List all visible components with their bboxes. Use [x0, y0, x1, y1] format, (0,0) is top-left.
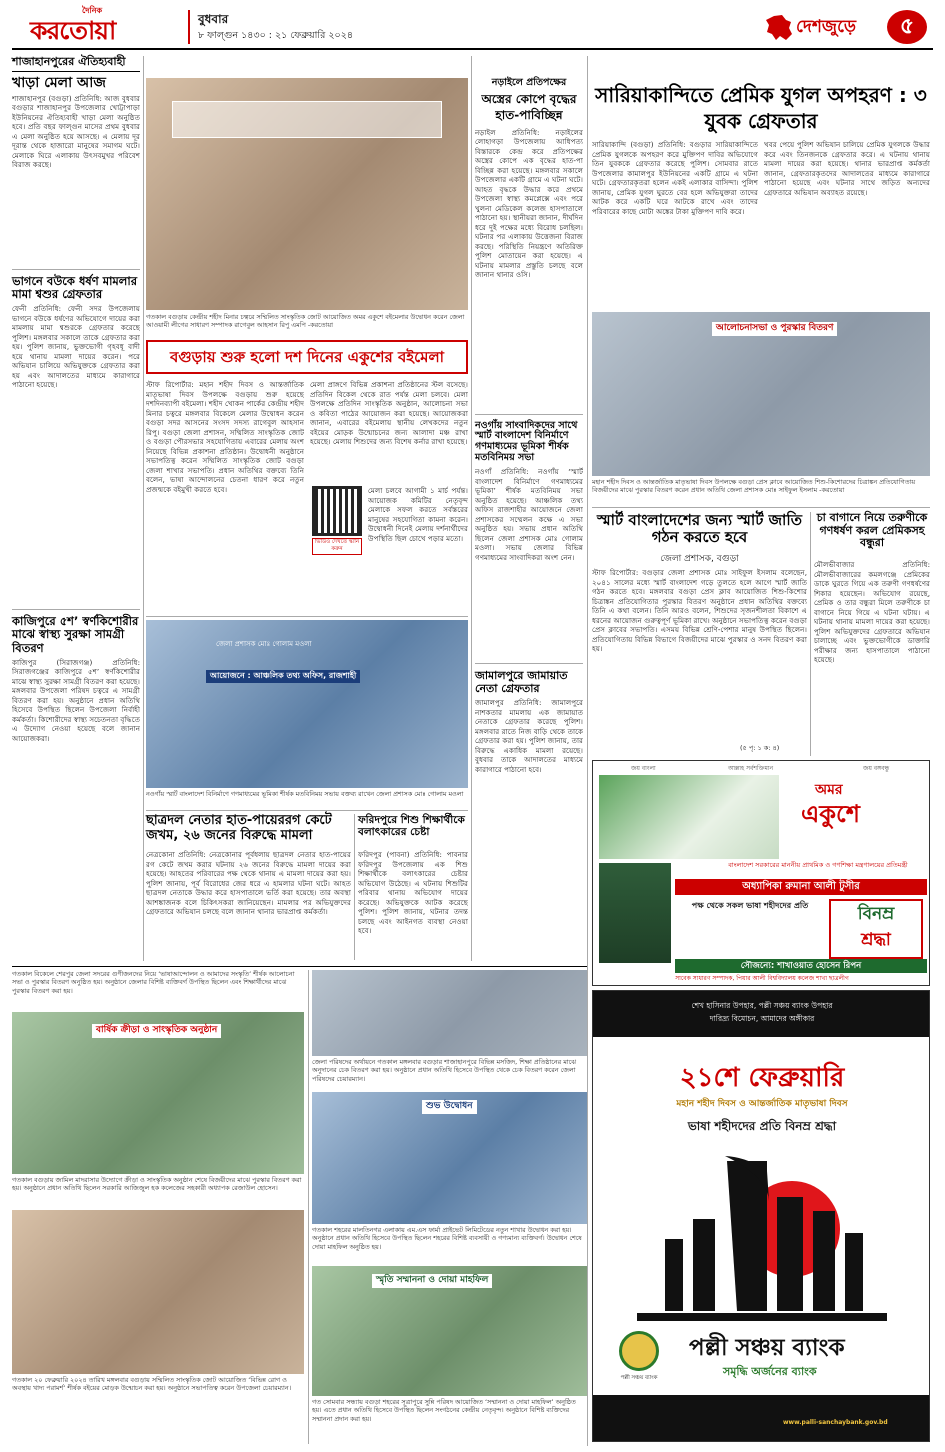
- column-left: [12, 56, 140, 961]
- lead-body-col1: স্টাফ রিপোর্টার: মহান শহীদ দিবস ও আন্তর্জাতিক মাতৃভাষা দিবস উপলক্ষে বগুড়ায় শুরু হয়েছে দশদিনব্যাপী বইমেলা। শহীদ খোকন পার্কের কেন্দ্রীয় শহীদ মিনার চত্বরে মঙ্গলবার বিকেলে মেলার উদ্বোধন করেন বগুড়া সদর আসনের সংসদ সদস্য রাগেবুল আহসান রিপু। বগুড়া জেলা প্রশাসন, সম্মিলিত সাংস্কৃতিক জোট ও বগুড়া পৌরসভার সহযোগিতায় এবারের মেলায় অংশ নিয়েছে বিভিন্ন প্রকাশনা প্রতিষ্ঠান। উদ্বোধনী অনুষ্ঠানে সভাপতিত্ব করেন সম্মিলিত সাংস্কৃতিক জোট বগুড়া জেলা শাখার সভাপতি। প্রধান অতিথির বক্তব্যে তিনি বলেন, ভাষা আন্দোলনের চেতনা ধারণ করে নতুন প্রজন্মকে বইমুখী করতে হবে।: [146, 380, 304, 494]
- ad-text: সৌজন্যে: শাখাওয়াত হোসেন রিপন: [740, 961, 862, 971]
- advert-palli-sanchay[interactable]: [592, 990, 930, 1442]
- column-divider: [810, 512, 811, 756]
- ad-text: জয় বাংলা: [631, 765, 656, 772]
- awards-caption: মহান শহীদ দিবস ও আন্তর্জাতিক মাতৃভাষা দিবস উপলক্ষে বগুড়া প্রেস ক্লাবে আয়োজিত শিশু-কিশোরদের চিত্রাঙ্কন প্রতিযোগিতায় বিজয়ীদের মাঝে পুরস্কার বিতরণ করেন প্রধান অতিথি জেলা প্রশাসক মোঃ সাইফুল ইসলাম -করতোয়া: [592, 478, 916, 495]
- ad-text: শেখ হাসিনার উপহার, পল্লী সঞ্চয় ব্যাংক উপহার: [691, 1001, 833, 1010]
- column-narail: [475, 78, 583, 961]
- bottom-photo-cheque[interactable]: [312, 970, 587, 1056]
- section-map-icon: [764, 14, 794, 42]
- ad-text: পক্ষ থেকে সকল ভাষা শহীদদের প্রতি: [691, 901, 809, 910]
- story-body: জামালপুর প্রতিনিধি: জামালপুরে নাশকতার মামলায় এক জামায়াত নেতাকে গ্রেফতার করেছে পুলিশ। মঙ্গলবার রাতে নিজ বাড়ি থেকে তাকে গ্রেফতার করা হয়। পুলিশ জানায়, তার বিরুদ্ধে একাধিক মামলা রয়েছে। বুধবার তাকে আদালতের মাধ্যমে কারাগারে পাঠানো হবে।: [475, 698, 583, 774]
- divider: [12, 269, 140, 270]
- story-body: শাজাহানপুর (বগুড়া) প্রতিনিধি: আজ বুধবার বগুড়ার শাজাহানপুর উপজেলার খোট্টাপাড়া ইউনিয়নের ঐতিহ্যবাহী খাড়া মেলা অনুষ্ঠিত হবে। প্রতি বছর ফাল্গুন মাসের প্রথম বুধবার এ মেলা অনুষ্ঠিত হয়ে আসছে। এ মেলায় দূর দূরান্ত থেকে হাজারো মানুষের সমাগম ঘটে। মেলাকে ঘিরে এলাকায় উৎসবমুখর পরিবেশ বিরাজ করছে।: [12, 93, 140, 170]
- logo-small: দৈনিক: [82, 6, 103, 15]
- divider: [12, 966, 587, 967]
- right-headline[interactable]: সারিয়াকান্দিতে প্রেমিক যুগল অপহরণ : ৩ যুবক গ্রেফতার: [595, 83, 927, 133]
- bottom-caption: জেলা পরিষদের অর্থায়নে গতকাল মঙ্গলবার বগুড়ার শাজাহানপুরে বিভিন্ন মসজিদ, শিক্ষা প্রতিষ্ঠানের মাঝে অনুদানের চেক বিতরণ করা হয়। অনুষ্ঠানে প্রধান অতিথি হিসেবে উপস্থিত থেকে চেক বিতরণ করেন জেলা পরিষদের চেয়ারম্যান।: [312, 1058, 577, 1083]
- bottom-photo-opening[interactable]: [312, 1092, 587, 1224]
- divider: [146, 810, 468, 811]
- ad-text: আল্লাহ সর্বশক্তিমান: [728, 765, 774, 772]
- story-headline[interactable]: স্মার্ট বাংলাদেশের জন্য স্মার্ট জাতি গঠন করতে হবে: [597, 511, 802, 547]
- lead-body-col3: মেলা চলবে আগামী ১ মার্চ পর্যন্ত। আয়োজক কমিটির নেতৃবৃন্দ মেলাকে সফল করতে সর্বস্তরের মানুষের সহযোগিতা কামনা করেন। উদ্বোধনী দিনেই মেলায় দর্শনার্থীদের উপস্থিতি ছিল চোখে পড়ার মতো।: [368, 486, 468, 543]
- ad-text: দারিদ্র্য বিমোচন, আমাদের অঙ্গীকার: [709, 1013, 815, 1023]
- story-body: ফরিদপুর (পাবনা) প্রতিনিধি: পাবনার ফরিদপুর উপজেলায় এক শিশু শিক্ষার্থীকে বলাৎকারের চেষ্টার অভিযোগ উঠেছে। এ ঘটনায় শিশুটির পরিবার থানায় অভিযোগ দায়ের করেছে। অভিযুক্তকে আটক করেছে পুলিশ। পুলিশ জানায়, ঘটনার তদন্ত চলছে এবং আইনগত ব্যবস্থা নেওয়া হবে।: [358, 850, 468, 935]
- story-body: নেত্রকোনা প্রতিনিধি: নেত্রকোনার পূর্বধলায় ছাত্রদল নেতার হাত-পায়ের রগ কেটে জখম করার ঘটনায় ২৬ জনের বিরুদ্ধে মামলা দায়ের করা হয়েছে। আহতের পরিবারের পক্ষ থেকে থানায় এ মামলা দায়ের করা হয়। পুলিশ জানায়, পূর্ব বিরোধের জের ধরে এ হামলার ঘটনা ঘটে। আহত ছাত্রদল নেতাকে উদ্ধার করে হাসপাতালে ভর্তি করা হয়েছে। তার অবস্থা আশঙ্কাজনক বলে চিকিৎসকরা জানিয়েছেন। মামলার পর অভিযুক্তদের গ্রেফতারে অভিযান চলছে বলে জানান থানার ভারপ্রাপ্ত কর্মকর্তা।: [146, 850, 351, 916]
- ad-text: অধ্যাপিকা রুমানা আলী টুসীর: [742, 881, 860, 892]
- lead-photo-caption: গতকাল বগুড়ায় কেন্দ্রীয় শহীদ মিনার চত্বরে সম্মিলিত সাংস্কৃতিক জোট আয়োজিত অমর একুশে বইমেলার উদ্বোধন করেন জেলা আওয়ামী লীগের সাধারণ সম্পাদক রাগেবুল আহসান রিপু এমপি -করতোয়া: [146, 313, 465, 330]
- header-divider: [188, 10, 190, 44]
- story-body: নড়াইল প্রতিনিধি: নড়াইলের লোহাগড়া উপজেলায় আধিপত্য বিস্তারকে কেন্দ্র করে প্রতিপক্ষের অস্ত্রের কোপে এক বৃদ্ধের হাত-পা বিচ্ছিন্ন করা হয়েছে। মঙ্গলবার সকালে উপজেলার একটি গ্রামে এ ঘটনা ঘটে। আহত বৃদ্ধকে উদ্ধার করে প্রথমে উপজেলা স্বাস্থ্য কমপ্লেক্সে এবং পরে খুলনা মেডিকেল কলেজ হাসপাতালে পাঠানো হয়। স্থানীয়রা জানান, দীর্ঘদিন ধরে দুই পক্ষের মধ্যে বিরোধ চলছিল। ঘটনার পর এলাকায় উত্তেজনা বিরাজ করছে। পরিস্থিতি নিয়ন্ত্রণে অতিরিক্ত পুলিশ মোতায়েন করা হয়েছে। এ ঘটনায় মামলার প্রস্তুতি চলছে বলে জানান থানার ওসি।: [475, 127, 583, 280]
- bank-logo-icon: [619, 1331, 659, 1371]
- ad-shroddha-box: [829, 899, 923, 959]
- ad-text: বাংলাদেশ সরকারের মাননীয় প্রাথমিক ও গণশিক্ষা মন্ত্রণালয়ের প্রতিমন্ত্রী: [728, 861, 908, 869]
- bank-website-link[interactable]: www.palli-sanchaybank.gov.bd: [783, 1419, 888, 1426]
- divider: [146, 616, 468, 617]
- story-headline[interactable]: চা বাগানে নিয়ে তরুণীকে গণধর্ষণ করল প্রেমিকসহ বন্ধুরা: [816, 511, 928, 550]
- bottom-caption: গত সোমবার সন্ধ্যায় বগুড়া শহরের সূত্রাপুরে সুন্নি পরিষদ আয়োজিত ‘সম্মাননা ও দোয়া মাহফিল’ অনুষ্ঠিত হয়। এতে প্রধান অতিথি হিসেবে উপস্থিত ছিলেন সংগঠনের কেন্দ্রীয় নেতৃবৃন্দ। অনুষ্ঠানে বিশিষ্ট ব্যক্তিদের সম্মাননা প্রদান করা হয়।: [312, 1398, 576, 1423]
- bottom-photo-mahfil[interactable]: [312, 1266, 587, 1396]
- story-body: নওগাঁ প্রতিনিধি: নওগাঁয় ‘স্মার্ট বাংলাদেশ বিনির্মাণে গণমাধ্যমের ভূমিকা’ শীর্ষক মতবিনিময় সভা অনুষ্ঠিত হয়েছে। আঞ্চলিক তথ্য অফিস রাজশাহীর আয়োজনে জেলা প্রশাসকের সম্মেলন কক্ষে এ সভা অনুষ্ঠিত হয়। সভায় প্রধান অতিথি ছিলেন জেলা প্রশাসক মোঃ গোলাম মওলা। সভায় জেলার বিভিন্ন গণমাধ্যমের সাংবাদিকরা অংশ নেন।: [475, 467, 583, 562]
- advert-ekushe[interactable]: [592, 760, 930, 986]
- story-headline[interactable]: ছাত্রদল নেতার হাত-পায়েররগ কেটে জখম, ২৬ জনের বিরুদ্ধে মামলা: [146, 813, 332, 843]
- ad-text: শ্রদ্ধা: [861, 930, 891, 950]
- column-divider: [471, 56, 472, 961]
- story-headline[interactable]: নওগাঁয় সাংবাদিকদের সাথে স্মার্ট বাংলাদেশ বিনির্মাণে গণমাধ্যমের ভূমিকা শীর্ষক মতবিনিময় সভা: [475, 419, 578, 464]
- lead-headline[interactable]: বগুড়ায় শুরু হলো দশ দিনের একুশের বইমেলা: [170, 348, 444, 366]
- photo-banner-text: আলোচনাসভা ও পুরস্কার বিতরণ: [712, 322, 837, 336]
- naogaon-caption: নওগাঁয় স্মার্ট বাংলাদেশ বিনির্মাণে গণমাধ্যমের ভূমিকা শীর্ষক মতবিনিময় সভায় বক্তব্য রাখেন জেলা প্রশাসক মোঃ গোলাম মওলা: [146, 790, 464, 798]
- ad-text: অমর: [815, 782, 843, 798]
- poster-text: জেলা প্রশাসক মোঃ গোলাম মওলা: [216, 640, 312, 648]
- story-subhead: জেলা প্রশাসক, বগুড়া: [660, 554, 739, 564]
- column-divider: [587, 56, 588, 1446]
- story-headline[interactable]: ফরিদপুরে শিশু শিক্ষার্থীকে বলাৎকারের চেষ্টা: [358, 814, 465, 839]
- bottom-caption: গতকাল শহরের মালতিনগর এলাকায় এম.এস ফার্মা প্রাইভেট লিমিটেডের নতুন শাখার উদ্বোধন করা হয়। অনুষ্ঠানে প্রধান অতিথি হিসেবে উপস্থিত ছিলেন শহরের বিশিষ্ট ব্যবসায়ী ও গণ্যমান্য ব্যক্তিবর্গ। উদ্বোধন শেষে দোয়া মাহফিল অনুষ্ঠিত হয়।: [312, 1226, 582, 1251]
- divider: [12, 609, 140, 610]
- masthead: [12, 6, 933, 50]
- story-body: খবর পেয়ে পুলিশ অভিযান চালিয়ে প্রেমিক যুগলকে উদ্ধার করে এবং তিনজনকে গ্রেফতার করে। এ ঘটনায় থানায় মামলা দায়ের করা হয়েছে। থানার ভারপ্রাপ্ত কর্মকর্তা জানান, গ্রেফতারকৃতদের আদালতের মাধ্যমে কারাগারে পাঠানো হয়েছে এবং ঘটনার সাথে জড়িত অন্যদের গ্রেফতারে অভিযান অব্যাহত রয়েছে।: [764, 140, 930, 197]
- date-line: ৮ ফাল্গুন ১৪৩০ : ২১ ফেব্রুয়ারি ২০২৪: [198, 30, 354, 41]
- lead-headline-box: [146, 340, 468, 374]
- story-body: স্টাফ রিপোর্টার: বগুড়ার জেলা প্রশাসক মোঃ সাইফুল ইসলাম বলেছেন, ২০৪১ সালের মধ্যে স্মার্ট বাংলাদেশ গড়ে তুলতে হলে আগে স্মার্ট জাতি গঠন করতে হবে। মঙ্গলবার বগুড়া প্রেস ক্লাব আয়োজিত শিশু-কিশোর চিত্রাঙ্কন প্রতিযোগিতার পুরস্কার বিতরণ অনুষ্ঠানে প্রধান অতিথির বক্তব্যে তিনি এ কথা বলেন। তিনি আরও বলেন, শিশুদের সৃজনশীলতা বিকাশে এ ধরনের আয়োজন গুরুত্বপূর্ণ ভূমিকা রাখে। অনুষ্ঠানে সভাপতিত্ব করেন বগুড়া প্রেস ক্লাবের সভাপতি। এসময় বিভিন্ন শ্রেণি-পেশার মানুষ উপস্থিত ছিলেন। প্রতিযোগিতায় বিভিন্ন বিভাগে বিজয়ীদের মাঝে পুরস্কার ও সনদ বিতরণ করা হয়।: [592, 568, 807, 653]
- bottom-caption: গতকাল বগুড়ায় জামিল মাদরাসার উদ্যোগে ক্রীড়া ও সাংস্কৃতিক অনুষ্ঠান শেষে বিজয়ীদের মাঝে পুরস্কার বিতরণ করা হয়। অনুষ্ঠানে প্রধান অতিথি ছিলেন সরকারি আজিজুল হক কলেজের সহকারী অধ্যাপক রেজাউল হোসেন।: [12, 1176, 302, 1193]
- poster-text: আয়োজনে : আঞ্চলিক তথ্য অফিস, রাজশাহী: [206, 670, 360, 683]
- story-kicker: শাজাহানপুরের ঐতিহ্যবাহী: [12, 56, 140, 72]
- naogaon-photo[interactable]: [146, 620, 468, 788]
- ad-text: বিনম্র: [857, 904, 895, 924]
- qr-code[interactable]: [312, 486, 362, 536]
- ad-text: সমৃদ্ধি অর্জনের ব্যাংক: [723, 1365, 817, 1378]
- ad-text: সাবেক সাধারণ সম্পাদক, পিয়ার আলী বিশ্ববিদ্যালয় কলেজ শাখা ছাত্রলীগ: [675, 975, 849, 982]
- divider: [475, 414, 583, 415]
- ad-text: পল্লী সঞ্চয় ব্যাংক: [689, 1335, 845, 1361]
- ad-text: ২১শে ফেব্রুয়ারি: [679, 1063, 845, 1093]
- weekday: বুধবার: [198, 12, 229, 26]
- bottom-caption: গতকাল বিকেলে শেরপুর জেলা সদরের গুণীজনদের নিয়ে ‘ভাষাআন্দোলন ও আমাদের সংস্কৃতি’ শীর্ষক আলোচনা সভা ও পুরস্কার বিতরণ অনুষ্ঠিত হয়। অনুষ্ঠানে জেলার বিশিষ্ট ব্যক্তিবর্গ উপস্থিত ছিলেন এবং শিক্ষার্থীদের মাঝে পুরস্কার বিতরণ করা হয়।: [12, 970, 295, 995]
- column-divider: [143, 56, 144, 961]
- story-headline[interactable]: ভাগনে বউকে ধর্ষণ মামলার মামা শ্বশুর গ্রেফতার: [12, 273, 138, 301]
- bottom-caption: গতকাল ২০ ফেব্রুয়ারি ২০২৪ তারিখ মঙ্গলবার বগুড়ায় সম্মিলিত সাংস্কৃতিক জোট আয়োজিত ‘বিভিন্ন রোগ ও অবস্থায় খাদ্য পরামর্শ’ শীর্ষক বইয়ের মোড়ক উন্মোচন করা হয়। অনুষ্ঠানে সভাপতিত্ব করেন উপজেলা চেয়ারম্যান।: [12, 1376, 291, 1393]
- story-headline[interactable]: হাত-পাবিচ্ছিন্ন: [495, 107, 563, 122]
- ad-text: জয় বঙ্গবন্ধু: [863, 765, 890, 772]
- lead-body-col2: মেলা প্রাঙ্গণে বিভিন্ন প্রকাশনা প্রতিষ্ঠানের স্টল বসেছে। প্রতিদিন বিকেল থেকে রাত পর্যন্ত মেলা চলবে। মেলা উপলক্ষে প্রতিদিন সাংস্কৃতিক অনুষ্ঠান, আলোচনা সভা ও কবিতা পাঠের আয়োজন করা হয়েছে। আয়োজকরা জানান, এবারের বইমেলায় স্থানীয় লেখকদের নতুন বইয়ের মোড়ক উন্মোচনের জন্য আলাদা মঞ্চ রাখা হয়েছে। মেলায় শিশুদের জন্য বিশেষ কর্নার রাখা হয়েছে।: [310, 380, 468, 446]
- bottom-photo-book[interactable]: [12, 1210, 304, 1374]
- story-body: মৌলভীবাজার প্রতিনিধি: মৌলভীবাজারের কমলগঞ্জে প্রেমিকের ডাকে ঘুরতে গিয়ে এক তরুণী গণধর্ষণের শিকার হয়েছেন। অভিযোগ রয়েছে, প্রেমিক ও তার বন্ধুরা মিলে তরুণীকে চা বাগানে নিয়ে গিয়ে এ ঘটনা ঘটায়। এ ঘটনায় থানায় মামলা দায়ের করা হয়েছে। পুলিশ অভিযুক্তদের গ্রেফতারে অভিযান চালাচ্ছে এবং ভুক্তভোগীকে ডাক্তারি পরীক্ষার জন্য হাসপাতালে পাঠানো হয়েছে।: [814, 560, 930, 664]
- ad-sponsor-bar: [675, 959, 927, 973]
- divider: [592, 507, 930, 508]
- ad-text: মহান শহীদ দিবস ও আন্তর্জাতিক মাতৃভাষা দিবস: [676, 1099, 848, 1109]
- ad-name-bar: [675, 879, 927, 895]
- photo-banner-text: শুভ উদ্বোধন: [422, 1100, 477, 1114]
- qr-label: ভিডিও দেখতে স্ক্যান করুন: [312, 538, 362, 555]
- story-body: সারিয়াকান্দি (বগুড়া) প্রতিনিধি: বগুড়ার সারিয়াকান্দিতে প্রেমিক যুগলকে অপহরণ করে মুক্তিপণ দাবির অভিযোগে তিন যুবককে গ্রেফতার করেছে পুলিশ। সোমবার রাতে উপজেলার কামালপুর ইউনিয়নের একটি গ্রামে এ ঘটনা ঘটে। গ্রেফতারকৃতরা হলেন একই এলাকার বাসিন্দা। পুলিশ জানায়, প্রেমিক যুগল ঘুরতে বের হলে অভিযুক্তরা তাদের আটক করে একটি ঘরে আটকে রাখে এবং তাদের পরিবারের কাছে মোটা অঙ্কের টাকা মুক্তিপণ দাবি করে।: [592, 140, 758, 216]
- ad-portraits: [599, 775, 779, 859]
- shaheed-minar-icon: [617, 1141, 907, 1326]
- story-headline[interactable]: খাড়া মেলা আজ: [12, 74, 106, 91]
- section-title: দেশজুড়ে: [796, 17, 857, 37]
- story-body: ফেনী প্রতিনিধি: ফেনী সদর উপজেলায় ভাগনে বউকে ধর্ষণের অভিযোগে দায়ের করা মামলায় মামা শ্বশুরকে গ্রেফতার করেছে পুলিশ। মঙ্গলবার সকালে তাকে গ্রেফতার করা হয়। পুলিশ জানায়, ভুক্তভোগী গৃহবধূ বাদী হয়ে থানায় মামলা দায়ের করেন। পরে অভিযান চালিয়ে অভিযুক্তকে গ্রেফতার করা হয় এবং আদালতের মাধ্যমে কারাগারে পাঠানো হয়েছে।: [12, 304, 140, 390]
- bottom-photo-cultural[interactable]: [12, 1012, 304, 1174]
- story-kicker: নড়াইলে প্রতিপক্ষের: [491, 77, 567, 88]
- ad-text: পল্লী সঞ্চয় ব্যাংক: [620, 1375, 658, 1381]
- ad2-header: [593, 991, 930, 1037]
- ad-text: ভাষা শহীদদের প্রতি বিনম্র শ্রদ্ধা: [687, 1119, 837, 1133]
- continued-ref[interactable]: (৫ পৃ: ১ ক: ৪): [740, 744, 780, 752]
- column-divider: [308, 970, 309, 1444]
- story-body: কাজিপুর (সিরাজগঞ্জ) প্রতিনিধি: সিরাজগঞ্জের কাজিপুরে ৫শ’ স্বর্ণকিশোরীর মাঝে স্বাস্থ্য সুরক্ষা সামগ্রী বিতরণ করা হয়েছে। মঙ্গলবার উপজেলা পরিষদ চত্বরে এ সামগ্রী বিতরণ করা হয়। অনুষ্ঠানে প্রধান অতিথি হিসেবে উপস্থিত ছিলেন উপজেলা নির্বাহী কর্মকর্তা। কিশোরীদের স্বাস্থ্য সচেতনতা বৃদ্ধিতে এ উদ্যোগ নেওয়া হয়েছে বলে জানান আয়োজকরা।: [12, 657, 140, 743]
- ad-text: একুশে: [801, 800, 860, 828]
- story-headline[interactable]: জামালপুরে জামায়াত নেতা গ্রেফতার: [475, 669, 568, 695]
- photo-banner-text: স্মৃতি সম্মাননা ও দোয়া মাহফিল: [372, 1274, 492, 1288]
- page-number: ৫: [887, 10, 927, 44]
- divider: [475, 663, 583, 664]
- story-headline[interactable]: অস্ত্রের কোপে বৃদ্ধের: [481, 91, 577, 106]
- paper-logo[interactable]: করতোয়া: [30, 16, 116, 45]
- header-rule: [12, 48, 933, 50]
- photo-banner-text: বার্ষিক ক্রীড়া ও সাংস্কৃতিক অনুষ্ঠান: [92, 1024, 221, 1038]
- story-headline[interactable]: কাজিপুরে ৫শ’ স্বর্ণকিশোরীর মাঝে স্বাস্থ্য সুরক্ষা সামগ্রী বিতরণ: [12, 614, 139, 655]
- awards-photo[interactable]: [592, 312, 930, 476]
- lead-photo[interactable]: [146, 78, 468, 310]
- column-divider: [354, 814, 355, 960]
- stage-banner: [172, 101, 443, 138]
- ad-person-photo: [599, 863, 671, 963]
